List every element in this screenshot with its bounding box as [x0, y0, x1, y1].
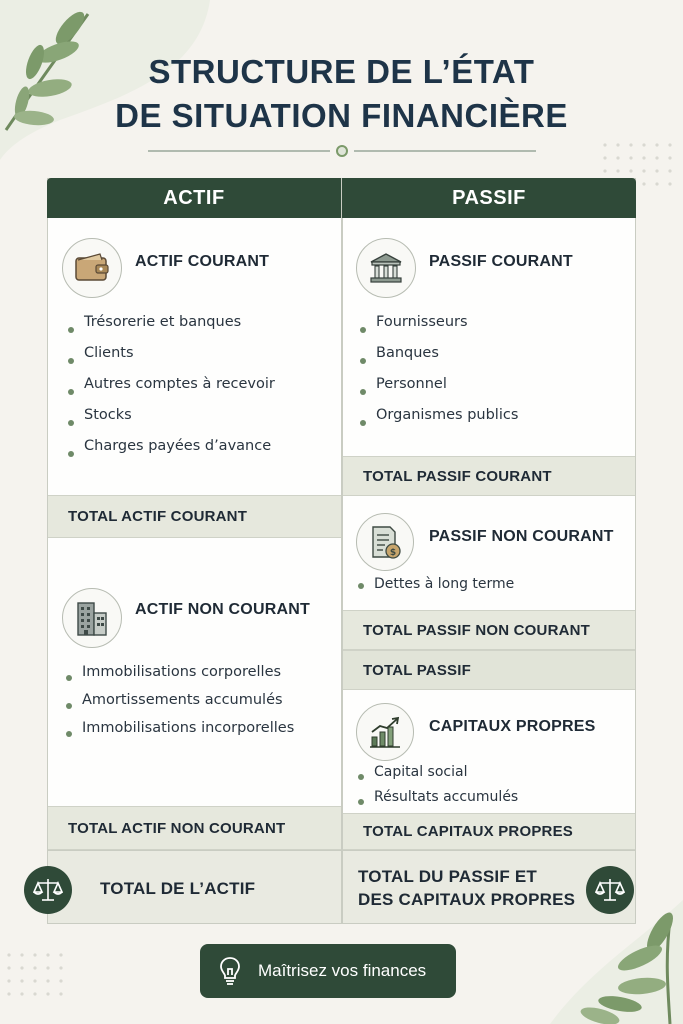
list-item: Trésorerie et banques [66, 314, 275, 345]
cta-label: Maîtrisez vos finances [258, 961, 427, 980]
total-actif [48, 850, 341, 923]
list-item: Immobilisations corporelles [64, 664, 294, 692]
list-item: Capital social [356, 764, 518, 789]
passif-header: PASSIF [342, 178, 636, 218]
actif-header: ACTIF [47, 178, 341, 218]
total-passif: TOTAL PASSIF [343, 650, 635, 690]
total-actif-courant: TOTAL ACTIF COURANT [48, 495, 341, 538]
list-item: Charges payées d’avance [66, 438, 275, 469]
scale-icon [33, 876, 63, 904]
invoice-icon [368, 524, 402, 560]
lightbulb-icon [217, 955, 243, 987]
passif-courant-list [358, 314, 518, 438]
actif-non-courant-title: ACTIF NON COURANT [135, 601, 310, 618]
page-title [0, 50, 683, 138]
scale-badge-right [586, 866, 634, 914]
passif-courant-icon-circle [356, 238, 416, 298]
list-item: Personnel [358, 376, 518, 407]
list-item: Amortissements accumulés [64, 692, 294, 720]
cta-button[interactable] [200, 944, 456, 998]
list-item: Fournisseurs [358, 314, 518, 345]
total-actif-label: TOTAL DE L’ACTIF [100, 879, 256, 898]
bank-icon [368, 251, 404, 285]
passif-non-courant-icon-circle [356, 513, 414, 571]
actif-courant-icon-circle [62, 238, 122, 298]
svg-text:$: $ [389, 548, 397, 558]
wallet-icon [74, 252, 110, 284]
capitaux-propres-title: CAPITAUX PROPRES [429, 718, 596, 735]
list-item: Banques [358, 345, 518, 376]
passif-non-courant-list [356, 576, 514, 596]
list-item: Résultats accumulés [356, 789, 518, 814]
total-passif-capitaux-line-1: TOTAL DU PASSIF ET [358, 867, 537, 886]
list-item: Autres comptes à recevoir [66, 376, 275, 407]
scale-icon [595, 876, 625, 904]
capitaux-propres-list [356, 764, 518, 814]
actif-non-courant-list [64, 664, 294, 748]
passif-courant-title: PASSIF COURANT [429, 253, 573, 270]
total-actif-non-courant: TOTAL ACTIF NON COURANT [48, 806, 341, 850]
passif-non-courant-title: PASSIF NON COURANT [429, 528, 614, 545]
title-divider [148, 144, 536, 158]
actif-courant-title: ACTIF COURANT [135, 253, 270, 270]
total-passif-capitaux-line-2: DES CAPITAUX PROPRES [358, 890, 576, 909]
list-item: Organismes publics [358, 407, 518, 438]
capitaux-propres-icon-circle [356, 703, 414, 761]
total-capitaux-propres: TOTAL CAPITAUX PROPRES [343, 813, 635, 850]
page-title-line-2: DE SITUATION FINANCIÈRE [115, 97, 568, 134]
actif-non-courant-icon-circle [62, 588, 122, 648]
total-passif-courant: TOTAL PASSIF COURANT [343, 456, 635, 496]
list-item: Clients [66, 345, 275, 376]
page-title-line-1: STRUCTURE DE L’ÉTAT [148, 53, 535, 90]
total-passif-non-courant: TOTAL PASSIF NON COURANT [343, 610, 635, 650]
list-item: Immobilisations incorporelles [64, 720, 294, 748]
building-icon [75, 599, 109, 637]
actif-courant-list [66, 314, 275, 469]
list-item: Dettes à long terme [356, 576, 514, 596]
growth-chart-icon [367, 715, 403, 749]
scale-badge-left [24, 866, 72, 914]
dot-grid-decoration-left [4, 950, 84, 1010]
list-item: Stocks [66, 407, 275, 438]
